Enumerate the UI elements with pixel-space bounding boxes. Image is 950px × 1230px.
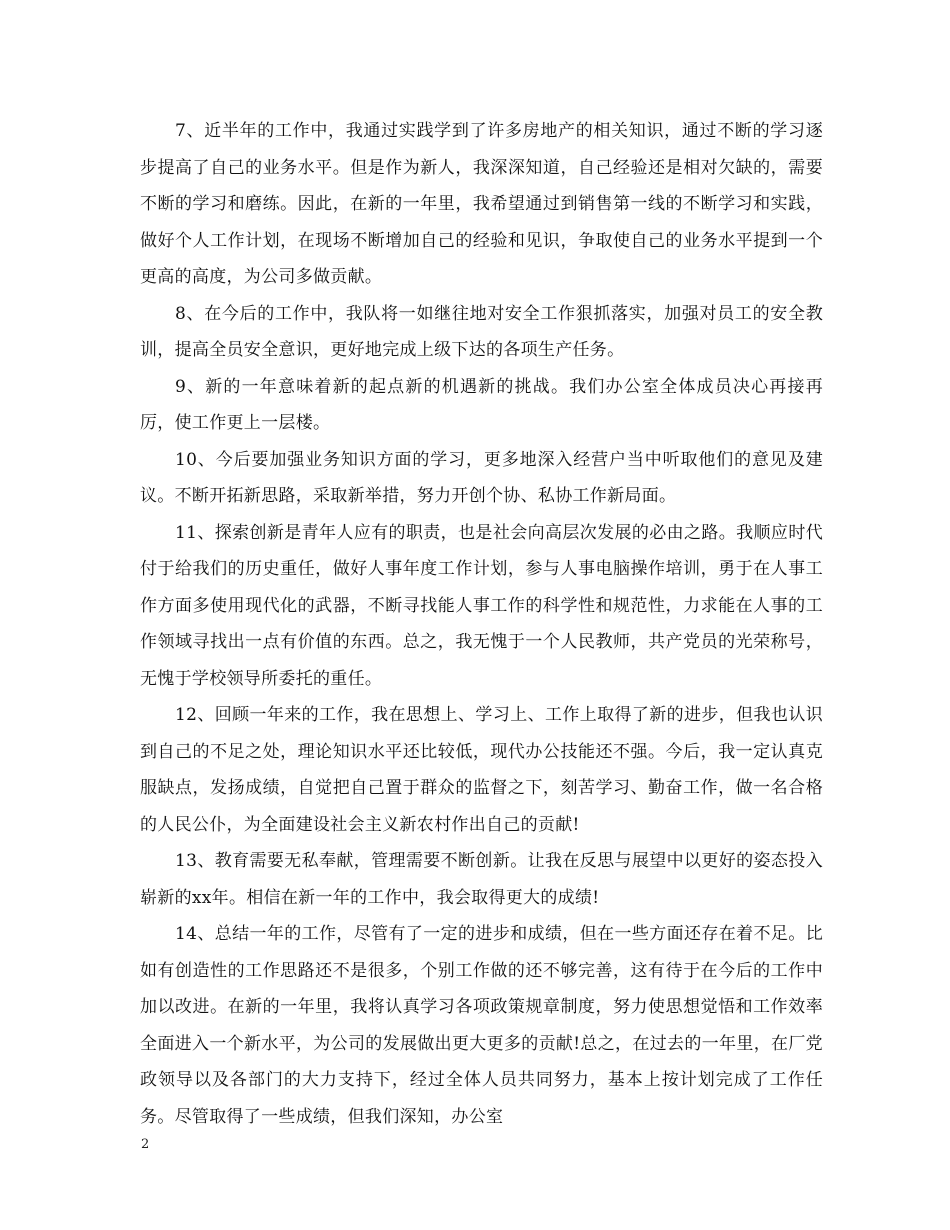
paragraph-11: 11、探索创新是青年人应有的职责，也是社会向高层次发展的必由之路。我顺应时代付于给我们的历史重任，做好人事年度工作计划，参与人事电脑操作培训，勇于在人事工作方面多使用现代化的武器，不断寻找能人事工作的科学性和规范性，力求能在人事的工作领域寻找出一点有价值的东西。总之，我无愧于一个人民教师，共产党员的光荣称号，无愧于学校领导所委托的重任。 bbox=[140, 522, 823, 689]
paragraph-12: 12、回顾一年来的工作，我在思想上、学习上、工作上取得了新的进步，但我也认识到自己的不足之处，理论知识水平还比较低，现代办公技能还不强。今后，我一定认真克服缺点，发扬成绩，自觉把自己置于群众的监督之下，刻苦学习、勤奋工作，做一名合格的人民公仆，为全面建设社会主义新农村作出自己的贡献! bbox=[140, 705, 823, 835]
paragraph-9: 9、新的一年意味着新的起点新的机遇新的挑战。我们办公室全体成员决心再接再厉，使工作更上一层楼。 bbox=[140, 376, 823, 433]
paragraph-10: 10、今后要加强业务知识方面的学习，更多地深入经营户当中听取他们的意见及建议。不断开拓新思路，采取新举措，努力开创个协、私协工作新局面。 bbox=[140, 449, 823, 506]
paragraph-8: 8、在今后的工作中，我队将一如继往地对安全工作狠抓落实，加强对员工的安全教训，提高全员安全意识，更好地完成上级下达的各项生产任务。 bbox=[140, 303, 823, 360]
paragraph-13: 13、教育需要无私奉献，管理需要不断创新。让我在反思与展望中以更好的姿态投入崭新的xx年。相信在新一年的工作中，我会取得更大的成绩! bbox=[140, 851, 823, 908]
paragraph-7: 7、近半年的工作中，我通过实践学到了许多房地产的相关知识，通过不断的学习逐步提高了自己的业务水平。但是作为新人，我深深知道，自己经验还是相对欠缺的，需要不断的学习和磨练。因此，在新的一年里，我希望通过到销售第一线的不断学习和实践，做好个人工作计划，在现场不断增加自己的经验和见识，争取使自己的业务水平提到一个更高的高度，为公司多做贡献。 bbox=[140, 121, 823, 287]
page-number: 2 bbox=[141, 1137, 150, 1152]
paragraph-14: 14、总结一年的工作，尽管有了一定的进步和成绩，但在一些方面还存在着不足。比如有创造性的工作思路还不是很多，个别工作做的还不够完善，这有待于在今后的工作中加以改进。在新的一年里，我将认真学习各项政策规章制度，努力使思想觉悟和工作效率全面进入一个新水平，为公司的发展做出更大更多的贡献!总之，在过去的一年里，在厂党政领导以及各部门的大力支持下，经过全体人员共同努力，基本上按计划完成了工作任务。尽管取得了一些成绩，但我们深知，办公室 bbox=[140, 924, 823, 1127]
document-body bbox=[140, 113, 823, 1135]
